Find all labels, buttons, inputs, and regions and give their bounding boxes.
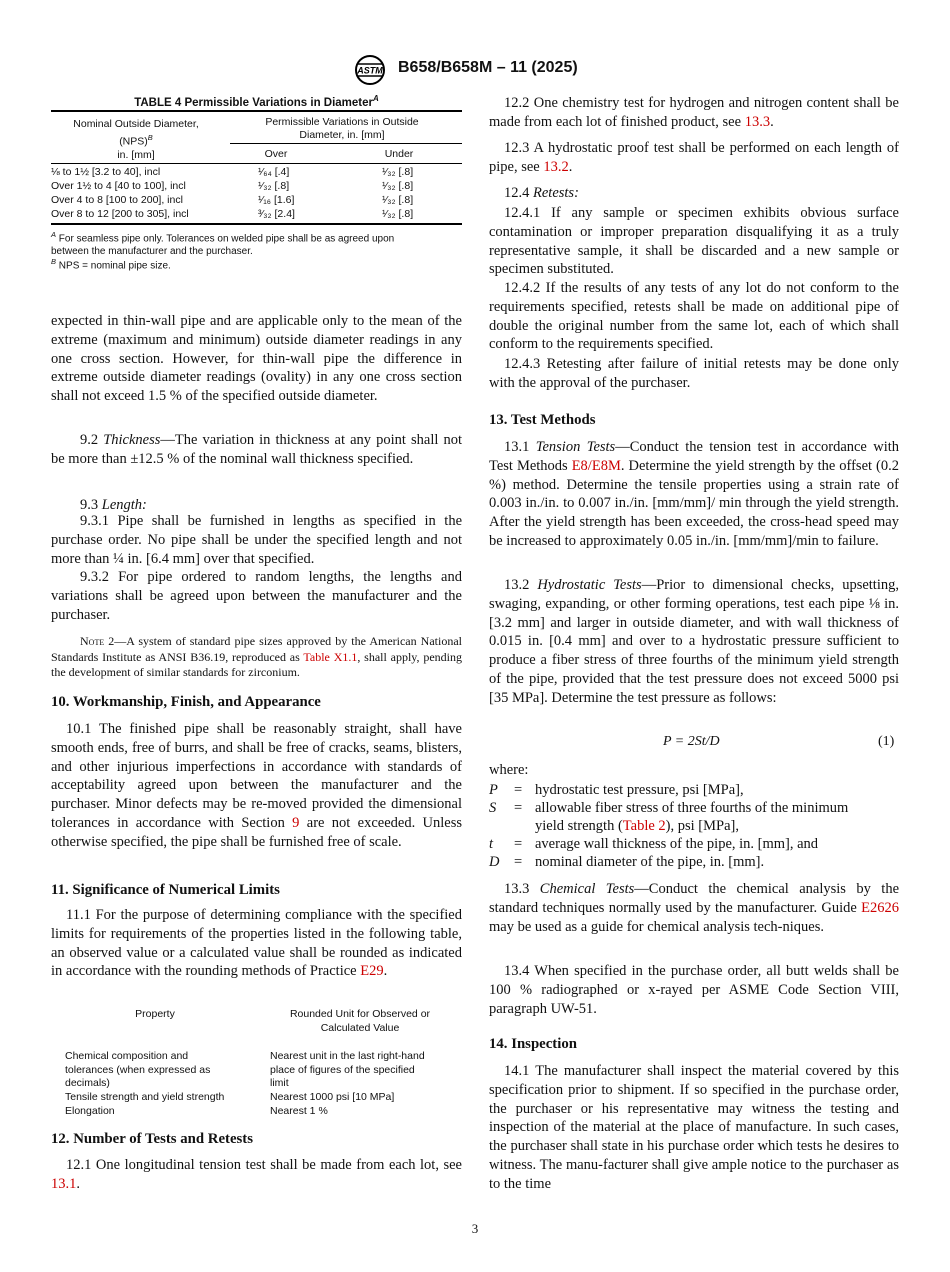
paragraph-12-4-1: 12.4.1 If any sample or specimen exhibits obvious surface contamination or improper preparation disqualifying it as a truly representative sample, it shall be discarded and a new sample or specimen substituted. bbox=[489, 205, 899, 278]
where-equals: = bbox=[514, 800, 523, 816]
paragraph-12-3: 12.3 A hydrostatic proof test shall be performed on each length of pipe, see 13.2. bbox=[489, 140, 899, 175]
table4-over-cell: ¹⁄₁₆ [1.6] bbox=[258, 194, 295, 206]
table4-over-cell: ¹⁄₆₄ [.4] bbox=[258, 166, 290, 178]
section-13-heading: 13. Test Methods bbox=[489, 412, 596, 428]
where-equals: = bbox=[514, 854, 523, 870]
table4-over-cell: ³⁄₃₂ [2.4] bbox=[258, 208, 295, 220]
where-definition: nominal diameter of the pipe, in. [mm]. bbox=[535, 854, 765, 870]
table4-under-cell: ¹⁄₃₂ [.8] bbox=[382, 208, 414, 220]
note-2: Note 2—A system of standard pipe sizes approved by the American National Standards Institute as ANSI B36.19, reproduced as Table X1.1, shall apply, pending the development of similar standards for zirconium. bbox=[51, 634, 462, 679]
section-12-heading: 12. Number of Tests and Retests bbox=[51, 1131, 253, 1147]
paragraph-14-1: 14.1 The manufacturer shall inspect the material covered by this specification prior to shipment. If so specified in the purchase order, the purchaser or his representative may witness the testing and inspection of the material at the place of manufacture. In such cases, the purchaser shall state in his purchase order which tests he desires to witness. The manu-facturer shall give ample notice to the purchaser as to the time bbox=[489, 1063, 899, 1192]
section-14-heading: 14. Inspection bbox=[489, 1036, 577, 1052]
paragraph-12-1: 12.1 One longitudinal tension test shall be made from each lot, see 13.1. bbox=[51, 1157, 462, 1192]
limits-table-property-header: Property bbox=[135, 1008, 175, 1020]
paragraph-13-2: 13.2 Hydrostatic Tests—Prior to dimensional checks, upsetting, swaging, expanding, or other forming operations, test each pipe ⅛ in. [3.2 mm] and larger in outside diameter, and with wall thickness of 0.015 in. [0.4 mm] and over to a hydrostatic pressure sufficient to produce a fiber stress of three fourths of the minimum yield strength of the pipe, provided that the test pressure does not exceed 5000 psi [35 MPa]. Determine the test pressure as follows: bbox=[489, 577, 899, 706]
table4-top-rule bbox=[51, 110, 462, 112]
where-definition-cont: yield strength (Table 2), psi [MPa], bbox=[535, 818, 739, 834]
paragraph-12-4-3: 12.4.3 Retesting after failure of initial retests may be done only with the approval of the purchaser. bbox=[489, 356, 899, 391]
table4-caption: TABLE 4 Permissible Variations in Diameter$^A$ bbox=[134, 94, 379, 109]
table4-under-cell: ¹⁄₃₂ [.8] bbox=[382, 180, 414, 192]
paragraph-9-3: 9.3 Length: bbox=[80, 497, 147, 513]
astm-logo bbox=[352, 54, 392, 86]
table-x1-1-link[interactable]: Table X1.1 bbox=[303, 649, 358, 664]
limits-table-unit-header: Rounded Unit for Observed or Calculated Value bbox=[289, 1008, 431, 1034]
equation-1: P = 2St/D bbox=[663, 734, 720, 749]
paragraph-12-4: 12.4 Retests: bbox=[504, 185, 579, 201]
where-equals: = bbox=[514, 782, 523, 798]
where-symbol: P bbox=[489, 782, 498, 798]
limits-table-unit: Nearest unit in the last right-hand place of figures of the specified limit bbox=[270, 1050, 425, 1089]
table4-size-cell: Over 4 to 8 [100 to 200], incl bbox=[51, 194, 183, 206]
table4-under-header: Under bbox=[384, 148, 414, 160]
e8-e8m-link[interactable]: E8/E8M bbox=[571, 457, 621, 474]
table4-group-header: Permissible Variations in Outside Diameter, in. [mm] bbox=[265, 116, 419, 141]
paragraph-12-2: 12.2 One chemistry test for hydrogen and nitrogen content shall be made from each lot of finished product, see 13.3. bbox=[489, 95, 899, 130]
limits-table-property: Elongation bbox=[65, 1105, 115, 1117]
table4-over-header: Over bbox=[264, 148, 288, 160]
where-symbol: t bbox=[489, 836, 494, 852]
where-equals: = bbox=[514, 836, 523, 852]
paragraph-13-4: 13.4 When specified in the purchase order, all butt welds shall be 100 % radiographed or x-rayed per ASME Code Section VIII, paragraph UW-51. bbox=[489, 963, 899, 1017]
paragraph-9-2: 9.2 Thickness—The variation in thickness at any point shall not be more than ±12.5 % of the nominal wall thickness specified. bbox=[51, 432, 463, 467]
where-definition: allowable fiber stress of three fourths of the minimum bbox=[535, 800, 849, 816]
paragraph-9-1-continued: expected in thin-wall pipe and are applicable only to the mean of the extreme (maximum and minimum) outside diameter readings in any one cross section. However, for thin-wall pipe the difference in extreme outside diameter readings (ovality) in any one cross section shall not exceed 1.5 % of the specified outside diameter. bbox=[51, 313, 462, 405]
paragraph-11-1: 11.1 For the purpose of determining compliance with the specified limits for requirements of the properties listed in the following table, an observed value or a calculated value shall be rounded as indicated in accordance with the rounding methods of Practice E29. bbox=[51, 907, 462, 980]
table4-group-rule bbox=[230, 143, 462, 144]
page-header bbox=[0, 54, 950, 86]
section-13-2-link[interactable]: 13.2 bbox=[543, 158, 569, 175]
limits-table-unit: Nearest 1 % bbox=[270, 1105, 328, 1117]
section-13-1-link[interactable]: 13.1 bbox=[51, 1175, 77, 1192]
paragraph-13-1: 13.1 Tension Tests—Conduct the tension test in accordance with Test Methods E8/E8M. Determine the yield strength by the offset (0.2 %) method. Determine the tensile properties using a strain rate of 0.003 in./in. to 0.007 in./in. [mm/mm]/ min through the yield strength. After the yield strength has been exceeded, the cross-head speed may be increased to approximately 0.05 in./in. [mm/mm]/min to failure. bbox=[489, 439, 900, 549]
paragraph-12-4-2: 12.4.2 If the results of any tests of any lot do not conform to the requirements specified, retests shall be made on additional pipe of double the original number from the same lot, each of which shall conform to the requirements specified. bbox=[489, 280, 899, 353]
document-designation: B658/B658M – 11 (2025) bbox=[398, 59, 578, 76]
table4-footnote-a: $^A$ For seamless pipe only. Tolerances on welded pipe shall be as agreed upon between the manufacturer and the purchaser. bbox=[51, 230, 395, 257]
limits-table-property: Chemical composition and tolerances (when expressed as decimals) bbox=[65, 1050, 211, 1089]
table4-size-cell: ⅛ to 1½ [3.2 to 40], incl bbox=[51, 166, 161, 178]
section-9-link[interactable]: 9 bbox=[292, 814, 300, 831]
table4-bottom-rule bbox=[51, 223, 462, 225]
table4-size-cell: Over 8 to 12 [200 to 305], incl bbox=[51, 208, 189, 220]
where-definition: hydrostatic test pressure, psi [MPa], bbox=[535, 782, 744, 798]
e2626-link[interactable]: E2626 bbox=[861, 899, 899, 916]
paragraph-9-3-1: 9.3.1 Pipe shall be furnished in lengths as specified in the purchase order. No pipe shall be under the specified length and not more than ¼ in. [6.4 mm] over that specified. bbox=[51, 513, 462, 567]
where-label: where: bbox=[489, 762, 529, 778]
table4-size-cell: Over 1½ to 4 [40 to 100], incl bbox=[51, 180, 186, 192]
table4-footnote-b: $^B$ NPS = nominal pipe size. bbox=[51, 257, 171, 272]
section-11-heading: 11. Significance of Numerical Limits bbox=[51, 882, 280, 898]
paragraph-9-3-2: 9.3.2 For pipe ordered to random lengths, the lengths and variations shall be agreed upon between the manufacturer and the purchaser. bbox=[51, 569, 462, 623]
table4-under-cell: ¹⁄₃₂ [.8] bbox=[382, 194, 414, 206]
table4-header-rule bbox=[51, 163, 462, 164]
where-symbol: S bbox=[489, 800, 497, 816]
paragraph-13-3: 13.3 Chemical Tests—Conduct the chemical analysis by the standard techniques normally used by the manufacturer. Guide E2626 may be used as a guide for chemical analysis tech-niques. bbox=[489, 881, 899, 935]
section-13-3-link[interactable]: 13.3 bbox=[744, 113, 771, 130]
table-2-link[interactable]: Table 2 bbox=[622, 818, 666, 834]
e29-link[interactable]: E29 bbox=[360, 963, 384, 980]
limits-table-unit: Nearest 1000 psi [10 MPa] bbox=[270, 1091, 395, 1103]
page-number: 3 bbox=[471, 1221, 479, 1236]
paragraph-10-1: 10.1 The finished pipe shall be reasonably straight, shall have smooth ends, free of burrs, and shall be free of cracks, seams, blisters, and other injurious imperfections in accordance with standards of acceptability agreed upon between the manufacturer and the purchaser. Minor defects may be re-moved provided the dimensional tolerances in accordance with Section 9 are not exceeded. Unless otherwise specified, the pipe shall be furnished free of scale. bbox=[51, 721, 462, 850]
table4-col1-header: Nominal Outside Diameter, (NPS)$^B$ in. [mm] bbox=[73, 118, 199, 161]
equation-number: (1) bbox=[878, 734, 895, 749]
limits-table-property: Tensile strength and yield strength bbox=[65, 1091, 225, 1103]
where-symbol: D bbox=[489, 854, 500, 870]
svg-text:ASTM: ASTM bbox=[357, 65, 383, 76]
where-definition: average wall thickness of the pipe, in. [mm], and bbox=[535, 836, 819, 852]
table4-under-cell: ¹⁄₃₂ [.8] bbox=[382, 166, 414, 178]
section-10-heading: 10. Workmanship, Finish, and Appearance bbox=[51, 694, 321, 710]
table4-over-cell: ¹⁄₃₂ [.8] bbox=[258, 180, 290, 192]
